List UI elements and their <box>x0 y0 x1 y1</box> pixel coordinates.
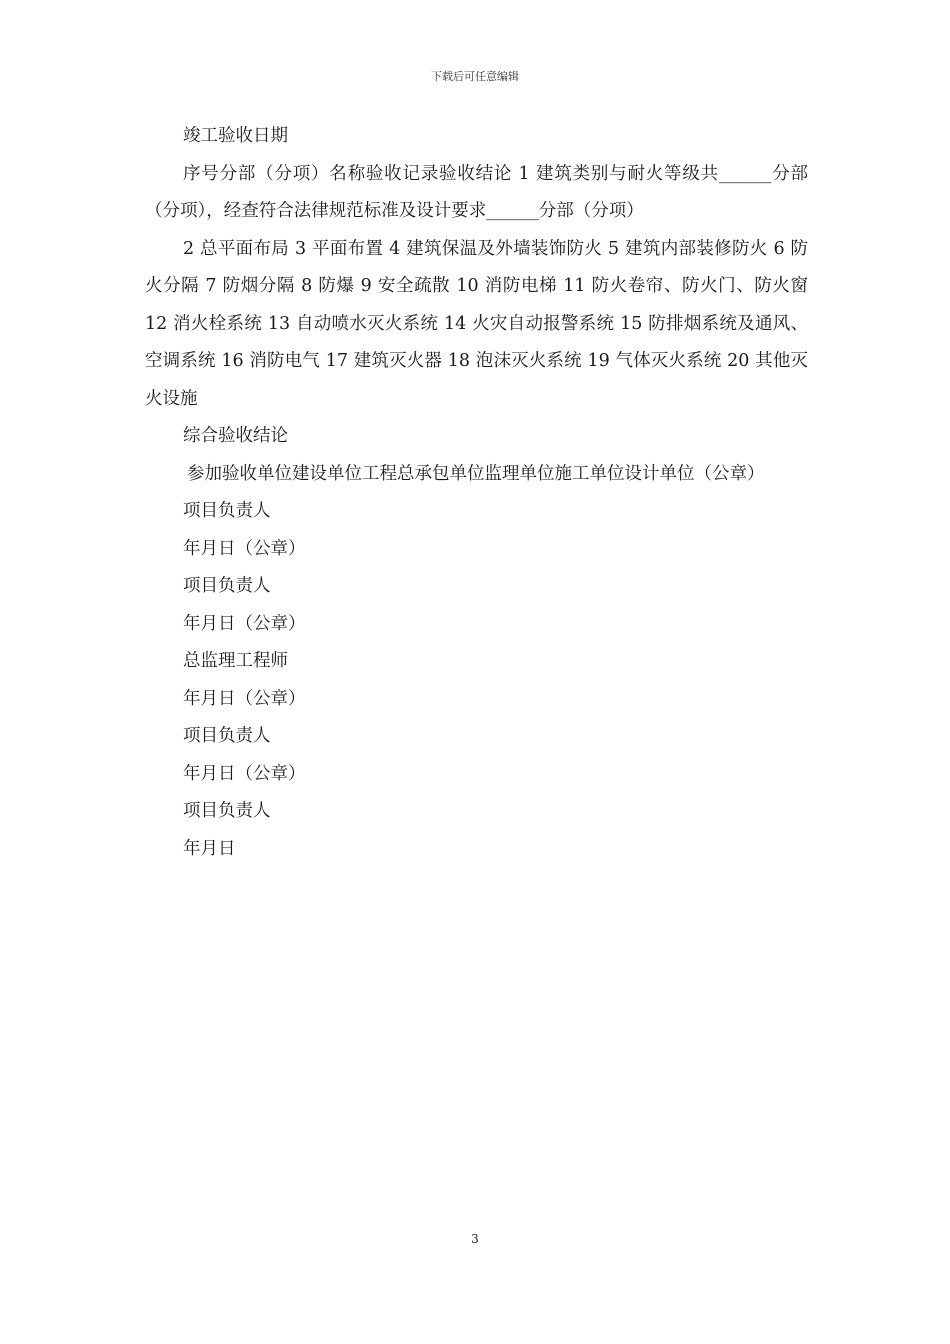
participating-units-paragraph: 参加验收单位建设单位工程总承包单位监理单位施工单位设计单位（公章） <box>187 463 765 484</box>
date-seal-line: 年月日（公章） <box>183 538 306 559</box>
page-number: 3 <box>471 1232 479 1246</box>
overall-conclusion-label: 综合验收结论 <box>183 426 288 446</box>
page-header: 下载后可任意编辑 <box>431 70 519 83</box>
date-line: 年月日 <box>183 838 236 859</box>
date-seal-line: 年月日（公章） <box>183 763 306 784</box>
acceptance-record-paragraph: 序号分部（分项）名称验收记录验收结论 1 建筑类别与耐火等级共______分部（分项），经查符合法律规范标准及设计要求______分部（分项） <box>145 163 808 221</box>
date-seal-line: 年月日（公章） <box>183 613 306 634</box>
completion-date-label: 竣工验收日期 <box>183 126 288 146</box>
date-seal-line: 年月日（公章） <box>183 688 306 709</box>
chief-supervisor-label: 总监理工程师 <box>183 651 288 671</box>
project-leader-label: 项目负责人 <box>183 576 271 596</box>
inspection-items-paragraph: 2 总平面布局 3 平面布置 4 建筑保温及外墙装饰防火 5 建筑内部装修防火 6 防火分隔 7 防烟分隔 8 防爆 9 安全疏散 10 消防电梯 11 防火卷帘、防火门、防火窗 12 消火栓系统 13 自动喷水灭火系统 14 火灾自动报警系统 15 防排烟系统及通风、空调系统 16 消防电气 17 建筑灭火器 18 泡沫灭火系统 19 气体灭火系统 20 其他灭火设施 <box>145 238 808 409</box>
project-leader-label: 项目负责人 <box>183 801 271 821</box>
project-leader-label: 项目负责人 <box>183 726 271 746</box>
document-body <box>145 118 808 868</box>
project-leader-label: 项目负责人 <box>183 501 271 521</box>
